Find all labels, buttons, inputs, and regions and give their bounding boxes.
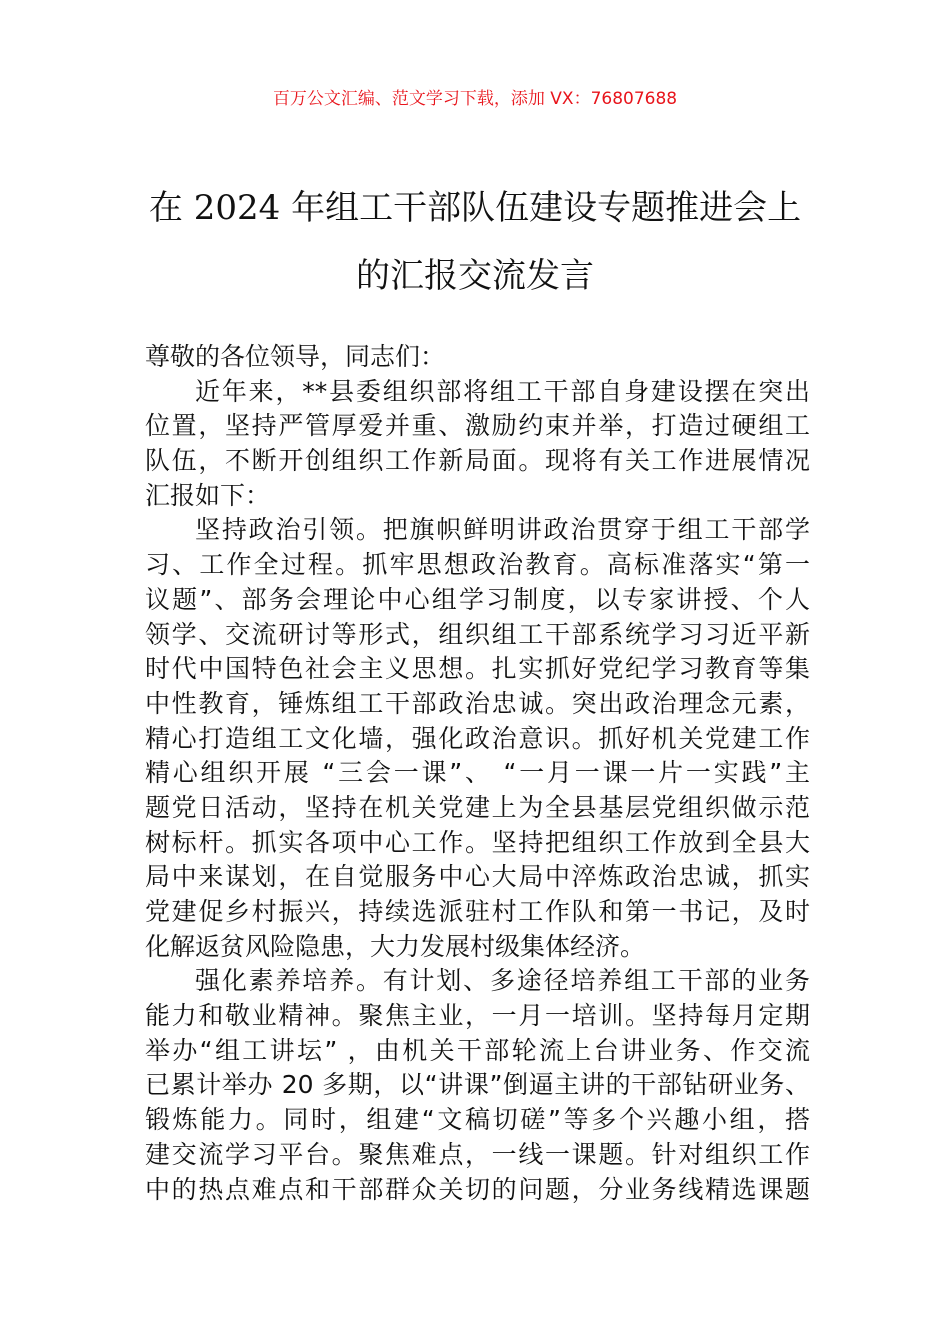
paragraph (145, 964, 810, 1207)
text-line: 强化素养培养。有计划、多途径培养组工干部的业务 (195, 966, 810, 996)
salutation (145, 340, 810, 375)
text-line: 能力和敬业精神。聚焦主业，一月一培训。坚持每月定期 (145, 1001, 810, 1031)
paragraph (145, 375, 810, 514)
text-line: 坚持政治引领。把旗帜鲜明讲政治贯穿于组工干部学 (195, 515, 810, 545)
text-line: 举办“组工讲坛” ，由机关干部轮流上台讲业务、作交流 (145, 1035, 810, 1065)
text-line: 时代中国特色社会主义思想。扎实抓好党纪学习教育等集 (145, 654, 810, 684)
text-line: 党建促乡村振兴，持续选派驻村工作队和第一书记，及时 (145, 897, 810, 926)
watermark-header: 百万公文汇编、范文学习下载，添加 VX：76807688 (272, 89, 678, 109)
text-line: 已累计举办 20 多期，以“讲课”倒逼主讲的干部钻研业务、 (145, 1070, 810, 1100)
text-line: 中性教育，锤炼组工干部政治忠诚。突出政治理念元素， (145, 688, 810, 718)
text-line: 近年来，**县委组织部将组工干部自身建设摆在突出 (195, 376, 810, 406)
text-line: 尊敬的各位领导，同志们： (145, 342, 446, 371)
text-line: 领学、交流研讨等形式，组织组工干部系统学习习近平新 (145, 619, 810, 649)
text-line: 议题”、部务会理论中心组学习制度，以专家讲授、个人 (145, 584, 810, 614)
text-line: 汇报如下： (145, 480, 271, 510)
text-line: 位置，坚持严管厚爱并重、激励约束并举，打造过硬组工 (145, 411, 810, 441)
document-title-line-2: 的汇报交流发言 (356, 256, 594, 296)
text-line: 题党日活动，坚持在机关党建上为全县基层党组织做示范 (145, 792, 810, 822)
text-line: 中的热点难点和干部群众关切的问题，分业务线精选课题 (145, 1174, 810, 1204)
text-line: 锻炼能力。同时，组建“文稿切磋”等多个兴趣小组，搭 (145, 1105, 810, 1135)
text-line: 精心组织开展 “三会一课”、 “一月一课一片一实践”主 (145, 758, 810, 788)
text-line: 习、工作全过程。抓牢思想政治教育。高标准落实“第一 (145, 550, 810, 580)
text-line: 树标杆。抓实各项中心工作。坚持把组织工作放到全县大 (145, 827, 810, 857)
text-line: 局中来谋划，在自觉服务中心大局中淬炼政治忠诚，抓实 (145, 862, 810, 892)
text-line: 化解返贫风险隐患，大力发展村级集体经济。 (145, 931, 646, 961)
text-line: 精心打造组工文化墙，强化政治意识。抓好机关党建工作 (145, 723, 810, 753)
document-title-line-1: 在 2024 年组工干部队伍建设专题推进会上 (148, 188, 802, 228)
text-line: 队伍，不断开创组织工作新局面。现将有关工作进展情况 (145, 446, 810, 476)
document-body (145, 340, 810, 1207)
paragraph (145, 513, 810, 964)
text-line: 建交流学习平台。聚焦难点，一线一课题。针对组织工作 (145, 1139, 810, 1169)
